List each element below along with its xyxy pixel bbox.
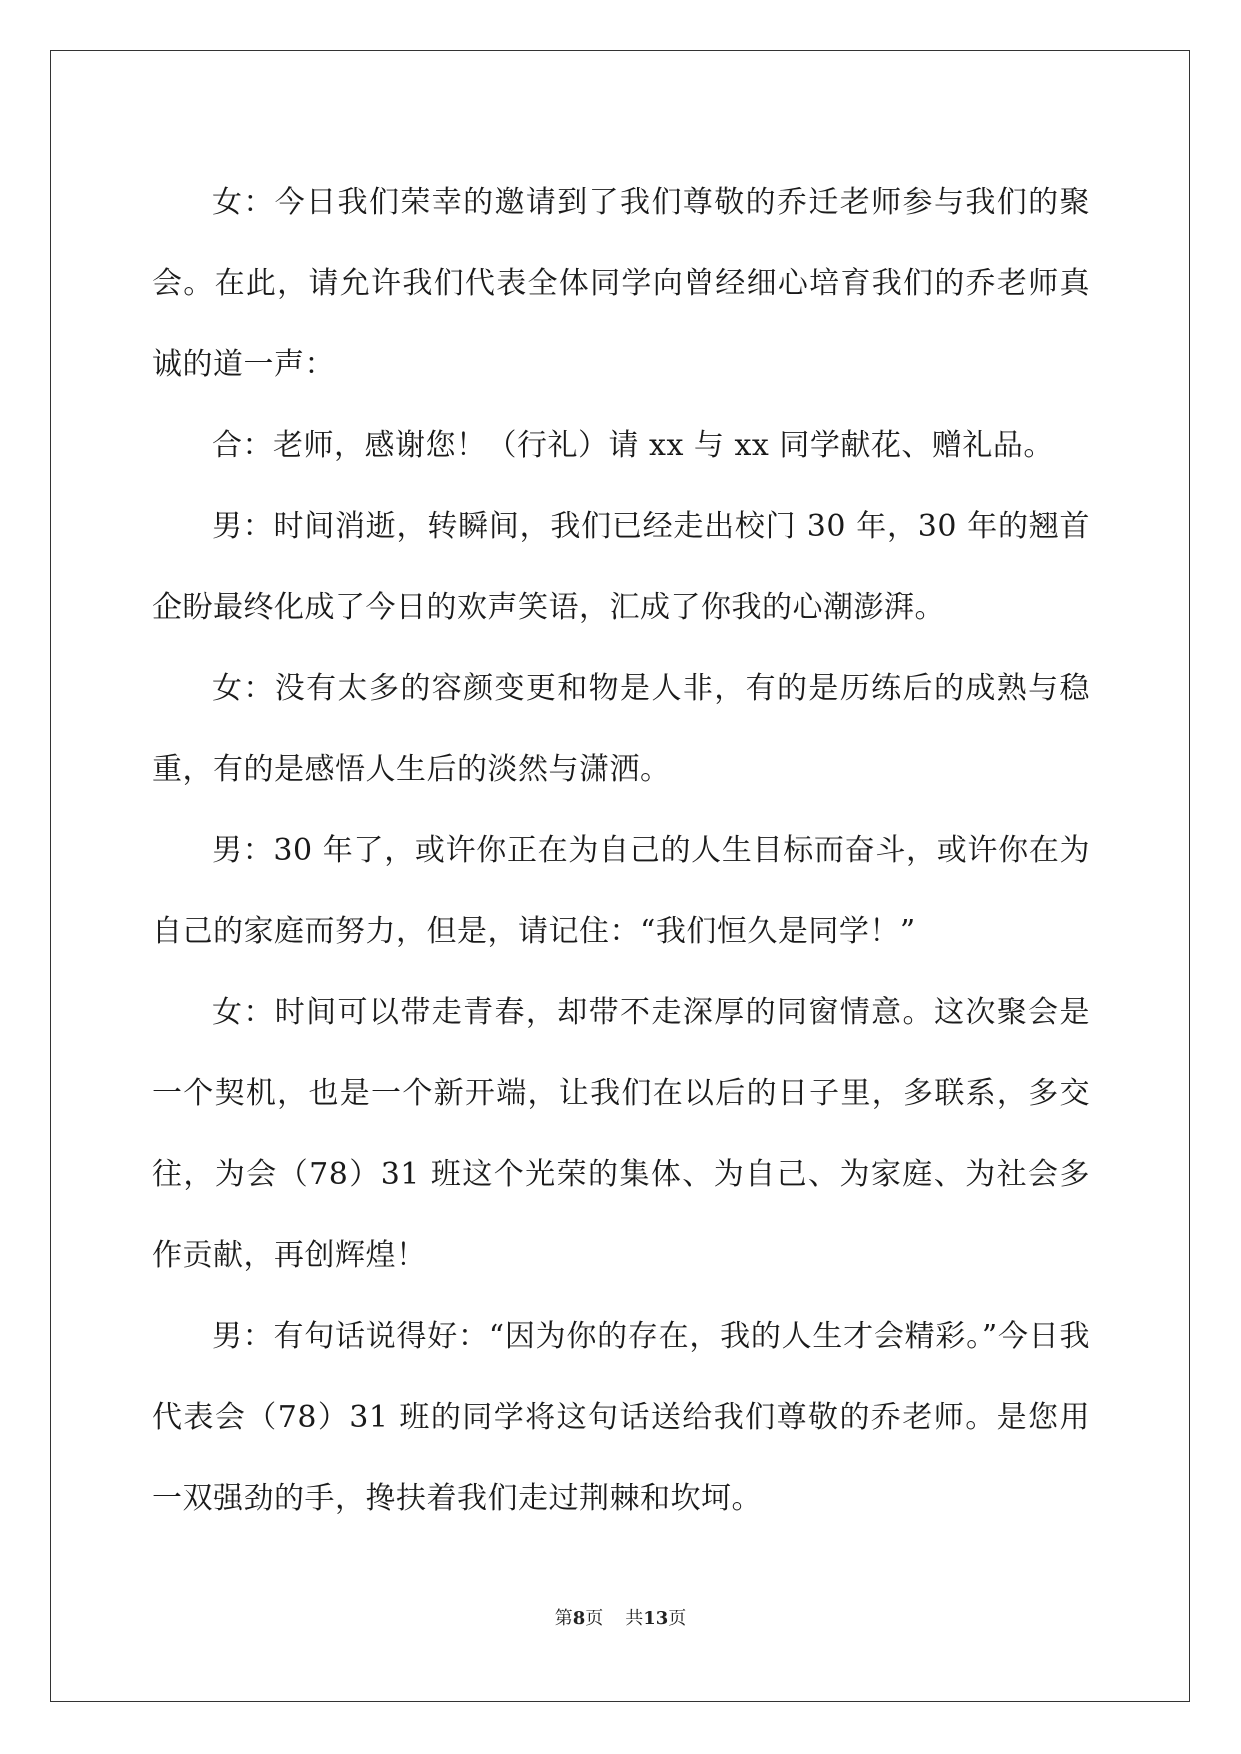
page-number: 8 [572,1608,586,1629]
page-prefix: 第 [554,1608,573,1629]
total-suffix: 页 [668,1608,687,1629]
total-pages: 13 [643,1608,669,1629]
page-footer [0,1607,1241,1631]
document-body [152,162,1090,1539]
paragraph: 女：没有太多的容颜变更和物是人非，有的是历练后的成熟与稳重，有的是感悟人生后的淡然与潇洒。 [152,671,1090,787]
page-suffix: 页 [585,1608,604,1629]
paragraph: 男：有句话说得好：“因为你的存在，我的人生才会精彩。”今日我代表会（78）31 班的同学将这句话送给我们尊敬的乔老师。是您用一双强劲的手，搀扶着我们走过荆棘和坎坷。 [152,1319,1090,1516]
total-prefix: 共 [625,1608,644,1629]
paragraph: 合：老师，感谢您！（行礼）请 xx 与 xx 同学献花、赠礼品。 [212,428,1054,463]
paragraph: 女：今日我们荣幸的邀请到了我们尊敬的乔迁老师参与我们的聚会。在此，请允许我们代表全体同学向曾经细心培育我们的乔老师真诚的道一声： [152,185,1090,382]
paragraph: 男：时间消逝，转瞬间，我们已经走出校门 30 年，30 年的翘首企盼最终化成了今日的欢声笑语，汇成了你我的心潮澎湃。 [152,509,1090,625]
paragraph: 男：30 年了，或许你正在为自己的人生目标而奋斗，或许你在为自己的家庭而努力，但是，请记住：“我们恒久是同学！” [152,833,1090,949]
paragraph: 女：时间可以带走青春，却带不走深厚的同窗情意。这次聚会是一个契机，也是一个新开端，让我们在以后的日子里，多联系，多交往，为会（78）31 班这个光荣的集体、为自己、为家庭、为社会多作贡献，再创辉煌！ [152,995,1090,1273]
